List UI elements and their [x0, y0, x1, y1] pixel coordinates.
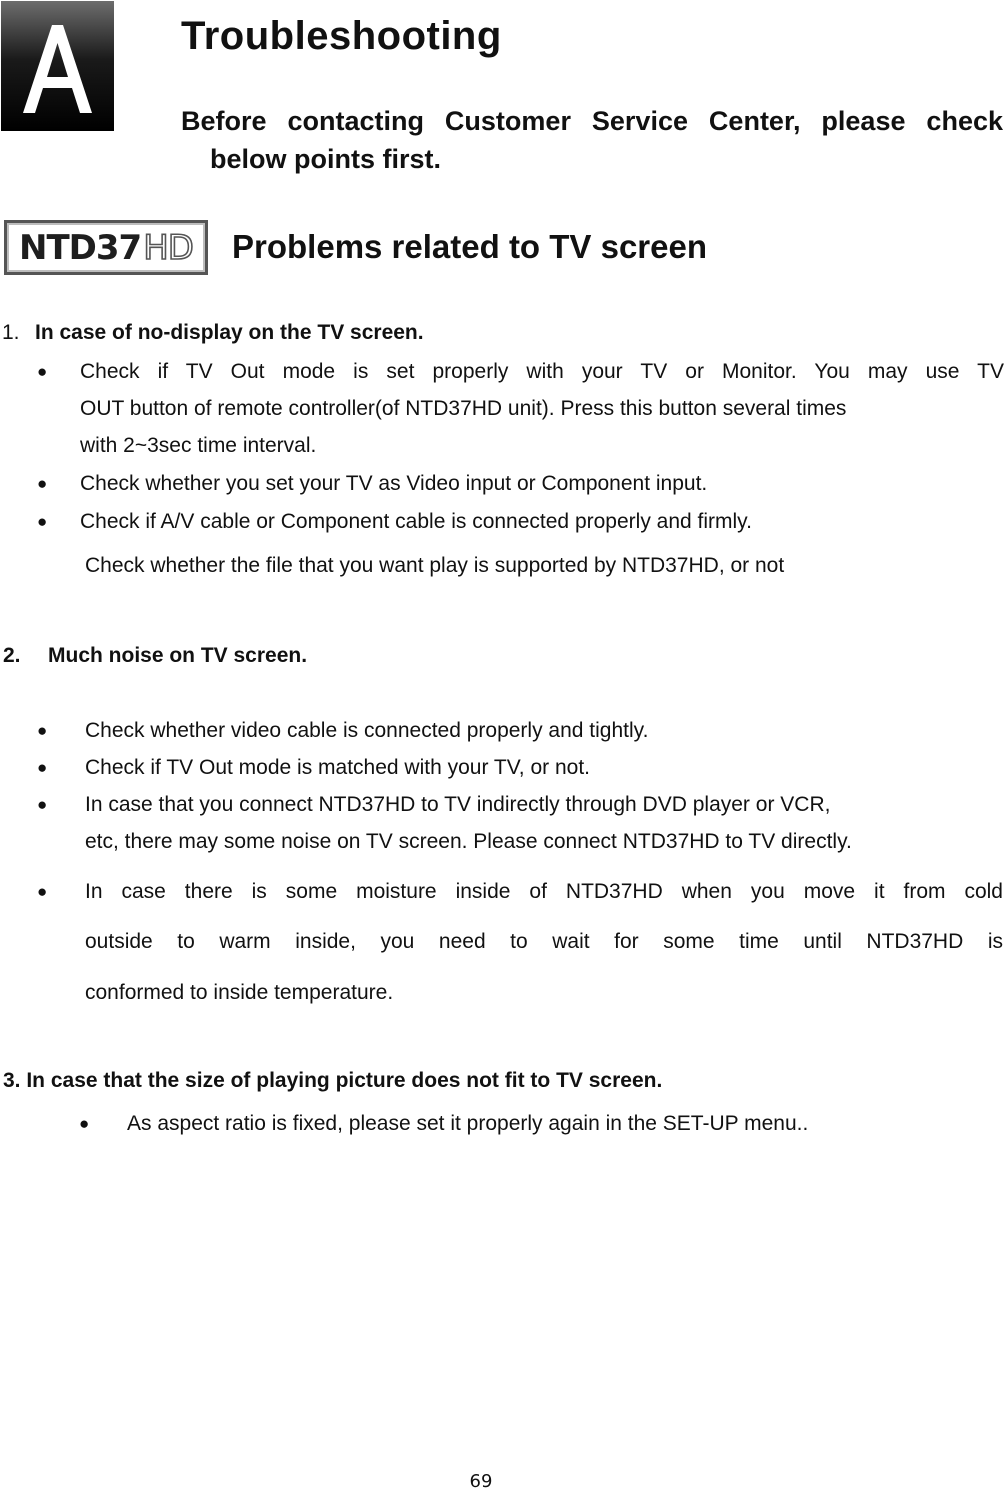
item1-bullet1-line3: with 2~3sec time interval.: [80, 434, 317, 457]
bullet-icon: ●: [79, 1114, 90, 1133]
bullet-icon: ●: [37, 512, 48, 531]
chapter-badge: [1, 1, 114, 131]
item2-heading: Much noise on TV screen.: [48, 644, 308, 667]
page-number: 69: [469, 1471, 493, 1492]
intro-line-1: Before contacting Customer Service Center, please check: [181, 106, 1003, 136]
bullet-icon: ●: [37, 795, 48, 814]
item3-heading: 3. In case that the size of playing picture does not fit to TV screen.: [3, 1069, 663, 1092]
intro-line-2: below points first.: [210, 144, 442, 174]
bullet-icon: ●: [37, 474, 48, 493]
item1-bullet3: Check if A/V cable or Component cable is connected properly and firmly.: [80, 510, 752, 533]
item2-bullet4-line3: conformed to inside temperature.: [85, 981, 394, 1004]
item2-bullet3-line1: In case that you connect NTD37HD to TV indirectly through DVD player or VCR,: [85, 793, 831, 816]
item1-number: 1.: [2, 321, 20, 344]
section-title: Problems related to TV screen: [232, 228, 708, 265]
item3-bullet1: As aspect ratio is fixed, please set it properly again in the SET-UP menu..: [127, 1112, 809, 1135]
item1-bullet1-line1: Check if TV Out mode is set properly with your TV or Monitor. You may use TV: [80, 360, 1004, 383]
item1-note: Check whether the file that you want play is supported by NTD37HD, or not: [85, 554, 785, 577]
item1-bullet1-line2: OUT button of remote controller(of NTD37HD unit). Press this button several times: [80, 397, 847, 420]
bullet-icon: ●: [37, 758, 48, 777]
bullet-icon: ●: [37, 362, 48, 381]
letter-a-icon: [1, 1, 114, 131]
item2-bullet4-line1: In case there is some moisture inside of NTD37HD when you move it from cold: [85, 880, 1003, 903]
item1-heading: In case of no-display on the TV screen.: [35, 321, 424, 344]
item1-bullet2: Check whether you set your TV as Video input or Component input.: [80, 472, 708, 495]
logo-number: NTD37: [19, 227, 142, 268]
model-logo: [4, 220, 208, 275]
item2-bullet3-line2: etc, there may some noise on TV screen. Please connect NTD37HD to TV directly.: [85, 830, 852, 853]
item2-bullet2: Check if TV Out mode is matched with your TV, or not.: [85, 756, 591, 779]
logo-suffix: HD: [143, 227, 193, 268]
bullet-icon: ●: [37, 882, 48, 901]
item2-bullet1: Check whether video cable is connected properly and tightly.: [85, 719, 649, 742]
item2-bullet4-line2: outside to warm inside, you need to wait for some time until NTD37HD is: [85, 930, 1003, 953]
bullet-icon: ●: [37, 721, 48, 740]
item2-number: 2.: [3, 644, 21, 667]
page-title: Troubleshooting: [181, 14, 502, 58]
